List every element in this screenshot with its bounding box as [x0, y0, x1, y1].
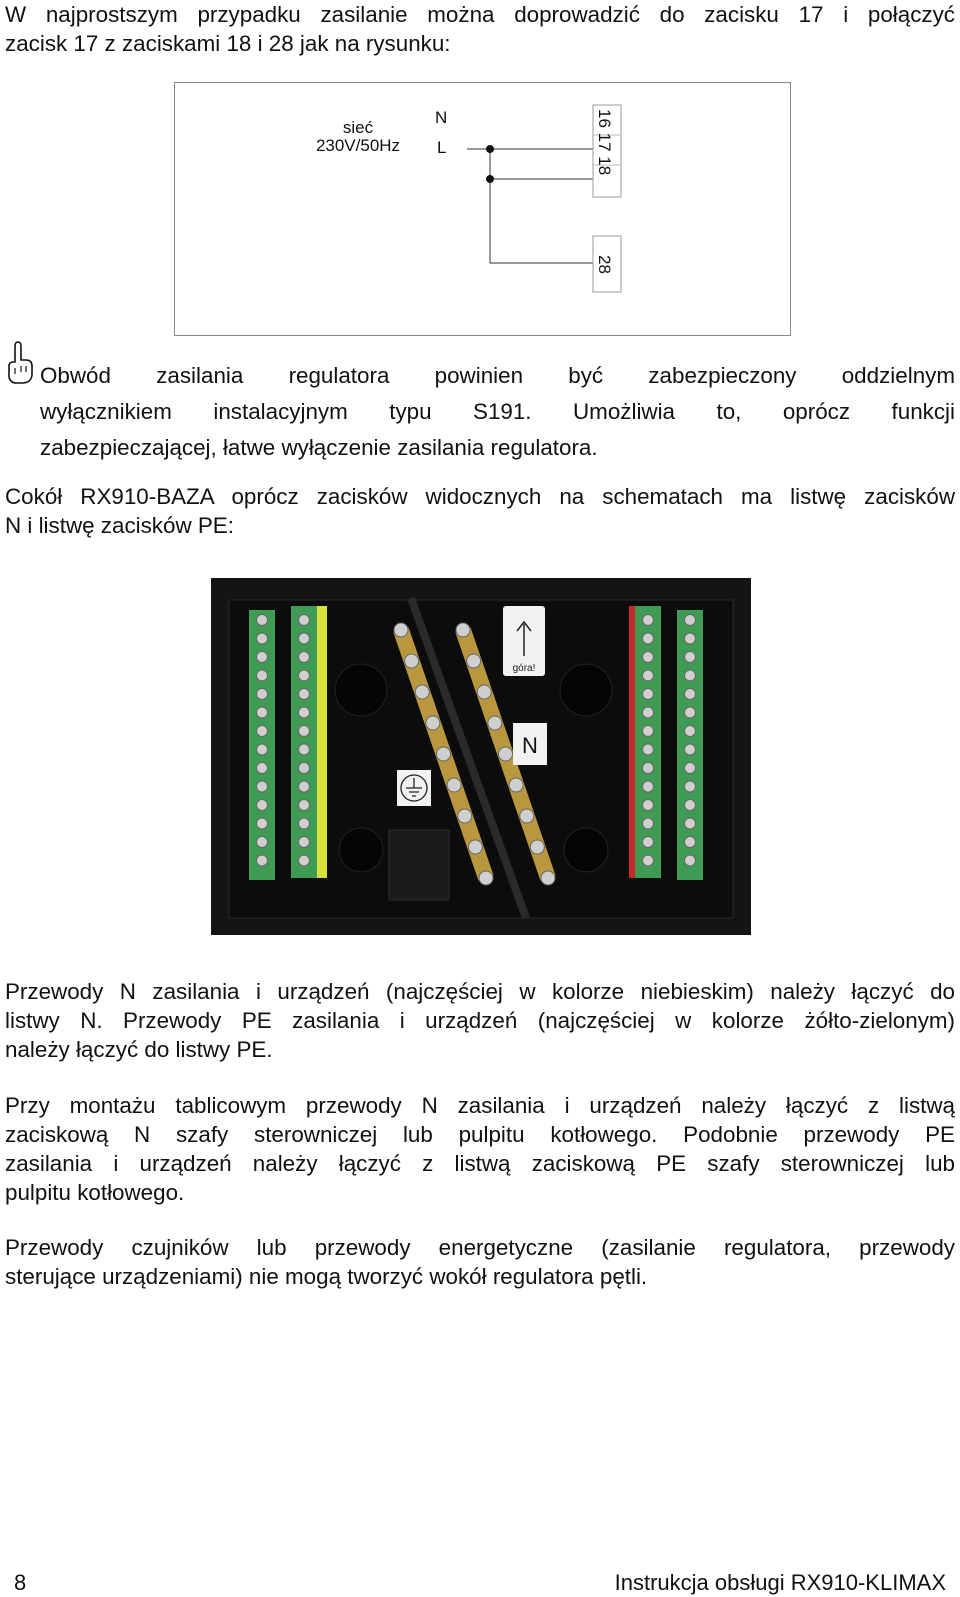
przewody-n-line-3: należy łączyć do listwy PE. [5, 1037, 273, 1062]
screw [299, 818, 310, 829]
footer-title: Instrukcja obsługi RX910-KLIMAX [614, 1570, 946, 1595]
screw [456, 623, 470, 637]
screw [643, 633, 654, 644]
screw [685, 707, 696, 718]
screw [643, 726, 654, 737]
note-paragraph [40, 358, 955, 466]
przy-line-1: Przy montażu tablicowym przewody N zasilania i urządzeń należy łączyć z listwą [5, 1093, 955, 1118]
screw [520, 809, 534, 823]
junction-dot-1 [486, 145, 494, 153]
screw [458, 809, 472, 823]
screw [643, 615, 654, 626]
screw [405, 654, 419, 668]
screw [468, 840, 482, 854]
screw [299, 781, 310, 792]
screw [299, 707, 310, 718]
diagram-n-label: N [435, 108, 448, 127]
screw [643, 800, 654, 811]
screw [394, 623, 408, 637]
mount-hole-4 [564, 828, 608, 872]
screw [488, 716, 502, 730]
cokol-line-2: N i listwę zacisków PE: [5, 513, 234, 538]
screw [643, 763, 654, 774]
screw [643, 837, 654, 848]
screw [299, 800, 310, 811]
screw [685, 800, 696, 811]
screw [257, 818, 268, 829]
screw [257, 670, 268, 681]
screw [447, 778, 461, 792]
przy-line-4: pulpitu kotłowego. [5, 1180, 185, 1205]
przewody-n-paragraph [5, 977, 955, 1064]
screw [257, 633, 268, 644]
screw [643, 707, 654, 718]
screw [479, 871, 493, 885]
screw [685, 689, 696, 700]
screw [643, 855, 654, 866]
screw [299, 615, 310, 626]
screw [685, 781, 696, 792]
screw [685, 855, 696, 866]
base-photo-svg [211, 578, 751, 935]
note-line-2: wyłącznikiem instalacyjnym typu S191. Umożliwia to, oprócz funkcji [40, 399, 955, 424]
screw [257, 855, 268, 866]
screw [299, 652, 310, 663]
screw [299, 726, 310, 737]
screw [685, 670, 696, 681]
diagram-voltage-label: 230V/50Hz [315, 136, 401, 155]
terminal-28-label: 28 [595, 255, 614, 274]
screw [299, 670, 310, 681]
screw [299, 855, 310, 866]
przewody-n-line-1: Przewody N zasilania i urządzeń (najczęściej w kolorze niebieskim) należy łączyć do [5, 979, 955, 1004]
screw [257, 615, 268, 626]
przy-line-3: zasilania i urządzeń należy łączyć z listwą zaciskową PE szafy sterowniczej lub [5, 1151, 955, 1176]
screw [415, 685, 429, 699]
screw [643, 781, 654, 792]
mount-hole-3 [560, 664, 612, 716]
screw [437, 747, 451, 761]
screw [257, 707, 268, 718]
terminals-top-label: 16 17 18 [595, 109, 614, 176]
screw [643, 689, 654, 700]
screw [643, 744, 654, 755]
screw [685, 726, 696, 737]
wiring-diagram [174, 82, 791, 336]
pointing-hand-icon [6, 340, 36, 384]
mount-hole-1 [335, 664, 387, 716]
czujniki-line-1: Przewody czujników lub przewody energetyczne (zasilanie regulatora, przewody [5, 1235, 955, 1260]
wiring-diagram-svg [175, 83, 790, 335]
screw [257, 800, 268, 811]
screw [541, 871, 555, 885]
screw [299, 689, 310, 700]
screw [299, 633, 310, 644]
diagram-siec-label: sieć [342, 118, 374, 137]
screw [643, 818, 654, 829]
n-label: N [522, 733, 538, 758]
screw [685, 818, 696, 829]
screw [257, 744, 268, 755]
screw [509, 778, 523, 792]
screw [257, 837, 268, 848]
intro-paragraph [5, 0, 955, 58]
czujniki-paragraph [5, 1233, 955, 1291]
mount-hole-2 [339, 828, 383, 872]
note-line-3: zabezpieczającej, łatwe wyłączenie zasilania regulatora. [40, 435, 598, 460]
screw [643, 670, 654, 681]
screw [257, 652, 268, 663]
screw [685, 633, 696, 644]
screw [499, 747, 513, 761]
czujniki-line-2: sterujące urządzeniami) nie mogą tworzyć wokół regulatora pętli. [5, 1264, 648, 1289]
screw [685, 744, 696, 755]
screw [685, 652, 696, 663]
cokol-paragraph [5, 482, 955, 540]
przy-line-2: zaciskową N szafy sterowniczej lub pulpitu kotłowego. Podobnie przewody PE [5, 1122, 955, 1147]
page-number: 8 [14, 1570, 27, 1595]
przy-paragraph [5, 1091, 955, 1207]
screw [685, 615, 696, 626]
przewody-n-line-2: listwy N. Przewody PE zasilania i urządzeń (najczęściej w kolorze żółto-zielonym) [5, 1008, 955, 1033]
note-line-1: Obwód zasilania regulatora powinien być zabezpieczony oddzielnym [40, 363, 955, 388]
screw [685, 763, 696, 774]
screw [257, 689, 268, 700]
up-label: góra! [512, 663, 536, 674]
intro-line-1: W najprostszym przypadku zasilanie można doprowadzić do zacisku 17 i połączyć [5, 2, 955, 27]
intro-line-2: zacisk 17 z zaciskami 18 i 28 jak na rysunku: [5, 31, 451, 56]
cokol-line-1: Cokół RX910-BAZA oprócz zacisków widocznych na schematach ma listwę zacisków [5, 484, 955, 509]
screw [467, 654, 481, 668]
screw [643, 652, 654, 663]
base-photo [211, 578, 751, 935]
diagram-l-label: L [437, 138, 447, 157]
screw [299, 763, 310, 774]
screw [477, 685, 491, 699]
screw [530, 840, 544, 854]
junction-dot-2 [486, 175, 494, 183]
cable-clip [389, 830, 449, 900]
screw [257, 726, 268, 737]
screw [299, 744, 310, 755]
screw [426, 716, 440, 730]
screw [685, 837, 696, 848]
screw [257, 781, 268, 792]
screw [299, 837, 310, 848]
screw [257, 763, 268, 774]
